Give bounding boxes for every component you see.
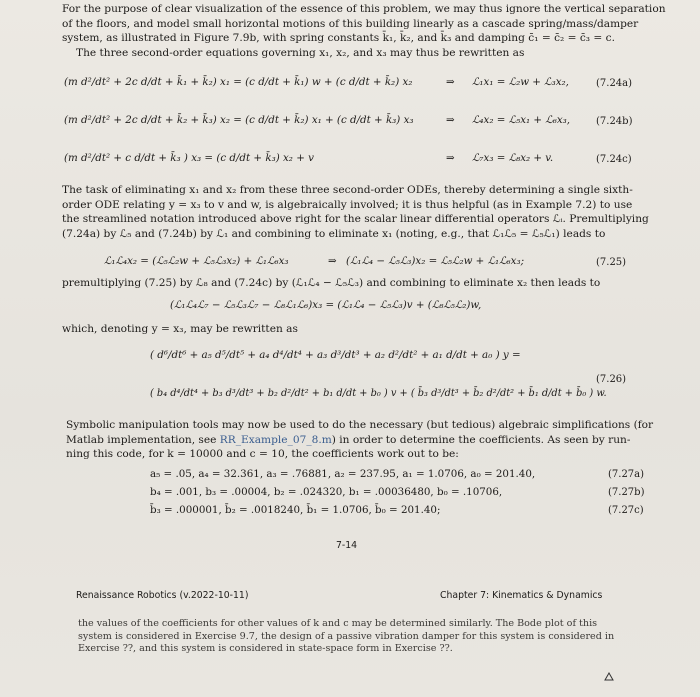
eq-label-725: (7.25) <box>596 257 627 268</box>
premultiply-paragraph: premultiplying (7.25) by ℒ₈ and (7.24c) by (ℒ₁ℒ₄ − ℒ₅ℒ₃) and combining to eliminate x₂ then leads to <box>62 277 601 289</box>
eq-label-724c: (7.24c) <box>596 154 632 165</box>
eq-726-line2: ( b₄ d⁴/dt⁴ + b₃ d³/dt³ + b₂ d²/dt² + b₁ d/dt + b₀ ) v + ( b̄₃ d³/dt³ + b̄₂ d²/dt² + b̄₁ d/dt + b̄₀ ) w. <box>150 388 607 399</box>
eq-726-line1: ( d⁶/dt⁶ + a₅ d⁵/dt⁵ + a₄ d⁴/dt⁴ + a₃ d³/dt³ + a₂ d²/dt² + a₁ d/dt + a₀ ) y = <box>150 349 521 361</box>
eq-label-727b: (7.27b) <box>608 487 645 498</box>
footer-left: Renaissance Robotics (v.2022-10-11) <box>76 590 249 601</box>
eq-label-724a: (7.24a) <box>596 78 633 89</box>
eq-combined: (ℒ₁ℒ₄ℒ₇ − ℒ₅ℒ₃ℒ₇ − ℒ₈ℒ₁ℒ₆)x₃ = (ℒ₁ℒ₄ − ℒ₅ℒ₃)v + (ℒ₈ℒ₅ℒ₂)w, <box>170 299 482 311</box>
text-line: Symbolic manipulation tools may now be used to do the necessary (but tedious) algebraic simplifications (for <box>66 419 654 431</box>
text-line: Exercise ??, and this system is considered in state-space form in Exercise ??. <box>78 643 453 655</box>
text-line: order ODE relating y = x₃ to v and w, is algebraically involved; it is thus helpful (as in Example 7.2) to use <box>62 198 633 211</box>
eq-724b-rhs: ℒ₄x₂ = ℒ₅x₁ + ℒ₆x₃, <box>472 114 571 126</box>
eq-label-724b: (7.24b) <box>596 116 633 127</box>
text-span: ) in order to determine the coefficients. As seen by run- <box>331 433 631 446</box>
eq-arrow: ⇒ <box>446 152 455 164</box>
eq-725-lhs: ℒ₁ℒ₄x₂ = (ℒ₅ℒ₂w + ℒ₅ℒ₃x₂) + ℒ₁ℒ₆x₃ <box>104 255 289 267</box>
eq-label-727a: (7.27a) <box>608 469 645 480</box>
eq-label-726: (7.26) <box>596 374 627 385</box>
text-line: the streamlined notation introduced above right for the scalar linear differential operators ℒᵢ. Premultiplying <box>62 213 649 226</box>
text-line: the values of the coefficients for other values of k and c may be determined similarly. The Bode plot of this <box>78 618 598 629</box>
text-line: system is considered in Exercise 9.7, the design of a passive vibration damper for this system is considered in <box>78 630 615 642</box>
elimination-paragraph <box>62 183 692 241</box>
symbolic-paragraph <box>66 418 690 462</box>
coeffs-bbar: b̄₃ = .000001, b̄₂ = .0018240, b̄₁ = 1.0706, b̄₀ = 201.40; <box>150 504 441 516</box>
coeffs-a: a₅ = .05, a₄ = 32.361, a₃ = .76881, a₂ = 237.95, a₁ = 1.0706, a₀ = 201.40, <box>150 468 536 480</box>
text-line: system, as illustrated in Figure 7.9b, with spring constants k̄₁, k̄₂, and k̄₃ and damping c̄₁ = c̄₂ = c̄₃ = c. <box>62 32 615 45</box>
rewrite-paragraph: which, denoting y = x₃, may be rewritten as <box>62 323 298 335</box>
eq-arrow: ⇒ <box>446 76 455 88</box>
text-span: Matlab implementation, see <box>66 433 220 446</box>
eq-724c-rhs: ℒ₇x₃ = ℒ₈x₂ + v. <box>472 152 554 164</box>
page-number: 7-14 <box>336 540 358 551</box>
text-line: (7.24a) by ℒ₅ and (7.24b) by ℒ₁ and combining to eliminate x₁ (noting, e.g., that ℒ₁ℒ₅ = ℒ₅ℒ₁) leads to <box>62 227 606 240</box>
text-line: For the purpose of clear visualization of the essence of this problem, we may thus ignore the vertical separation <box>62 3 666 15</box>
eq-725-rhs: (ℒ₁ℒ₄ − ℒ₅ℒ₃)x₂ = ℒ₅ℒ₂w + ℒ₁ℒ₆x₃; <box>346 255 525 267</box>
text-line <box>66 433 690 448</box>
warning-triangle-icon <box>604 672 614 681</box>
coeffs-b: b₄ = .001, b₃ = .00004, b₂ = .024320, b₁ = .00036480, b₀ = .10706, <box>150 486 503 498</box>
next-page-excerpt <box>78 618 618 656</box>
eq-724a-rhs: ℒ₁x₁ = ℒ₂w + ℒ₃x₂, <box>472 76 569 88</box>
text-line: The task of eliminating x₁ and x₂ from these three second-order ODEs, thereby determining a single sixth- <box>62 184 633 196</box>
text-line: The three second-order equations governing x₁, x₂, and x₃ may thus be rewritten as <box>76 46 525 59</box>
matlab-file-link[interactable]: RR_Example_07_8.m <box>219 433 332 446</box>
eq-arrow: ⇒ <box>446 114 455 126</box>
eq-724b-lhs: (m d²/dt² + 2c d/dt + k̄₂ + k̄₃) x₂ = (c d/dt + k̄₂) x₁ + (c d/dt + k̄₃) x₃ <box>64 114 414 126</box>
footer-right: Chapter 7: Kinematics & Dynamics <box>440 590 603 601</box>
text-line: ning this code, for k = 10000 and c = 10, the coefficients work out to be: <box>66 448 459 461</box>
eq-724c-lhs: (m d²/dt² + c d/dt + k̄₃ ) x₃ = (c d/dt + k̄₃) x₂ + v <box>64 152 314 164</box>
eq-724a-lhs: (m d²/dt² + 2c d/dt + k̄₁ + k̄₂) x₁ = (c d/dt + k̄₁) w + (c d/dt + k̄₂) x₂ <box>64 76 413 88</box>
intro-paragraph <box>62 2 692 60</box>
eq-arrow: ⇒ <box>328 255 337 267</box>
text-line: of the floors, and model small horizontal motions of this building linearly as a cascade spring/mass/damper <box>62 17 639 30</box>
eq-label-727c: (7.27c) <box>608 505 644 516</box>
